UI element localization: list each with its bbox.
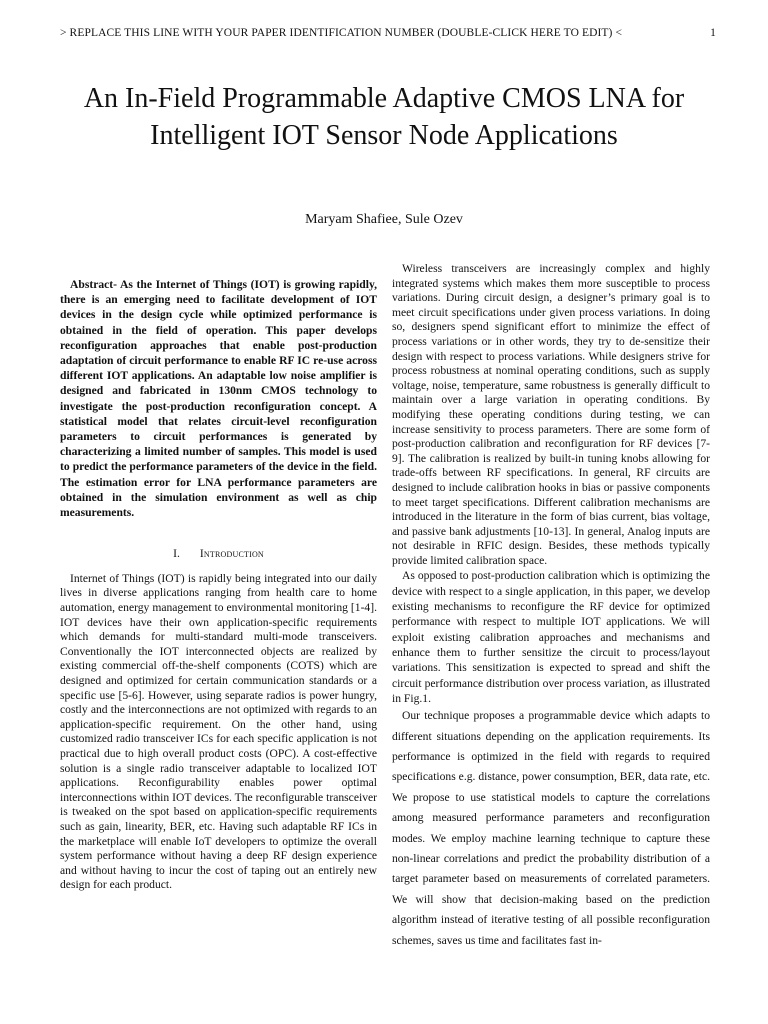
body-paragraph: Our technique proposes a programmable device which adapts to different situations depending on the application requirements. Its performance is optimized in the field with regards to required specifications e.g. distance, power consumption, BER, data rate, etc. We propose to use statistical models to capture the correlations among measured performance parameters and reconfiguration modes. We employ machine learning technique to capture these non-linear correlations and predict the probability distribution of a target parameter based on measurements of correlated parameters. We will show that decision-making based on the prediction algorithm instead of iterative testing of all possible reconfiguration schemes, saves us time and facilitates fast in- xyxy=(392,709,710,947)
section-number: I. xyxy=(173,547,180,561)
section-heading xyxy=(60,547,377,562)
running-header xyxy=(60,27,716,39)
abstract: Abstract- As the Internet of Things (IOT) is growing rapidly, there is an emerging need to facilitate development of IOT devices in the design cycle while optimized performance is obtained in the field of operation. This paper develops reconfiguration approaches that enable post-production adaptation of circuit performance to enable RF IC re-use across different IOT applications. An adaptable low noise amplifier is designed and fabricated in 130nm CMOS technology to investigate the post-production reconfiguration concept. A statistical model that relates circuit-level reconfiguration parameters to circuit performances is generated by characterizing a limited number of samples. This model is used to predict the performance parameters of the device in the field. The estimation error for LNA performance parameters are obtained in the simulation environment as well as chip measurements. xyxy=(60,278,377,520)
section-title: Introduction xyxy=(199,547,264,561)
body-paragraph: As opposed to post-production calibration which is optimizing the device with respect to a single application, in this paper, we develop existing mechanisms to reconfigure the RF device for optimized performance with respect to multiple IOT applications. We will exploit existing calibration approaches and mechanisms and enhance them to further sensitize the circuit to process/layout variations. This sensitization is expected to spread and shift the circuit performance distribution over process variation, as illustrated in Fig.1. xyxy=(392,569,710,705)
right-column xyxy=(392,262,710,951)
page-number: 1 xyxy=(710,27,716,39)
left-column xyxy=(60,277,377,893)
intro-paragraph: Internet of Things (IOT) is rapidly being integrated into our daily lives in diverse applications ranging from health care to home automation, energy management to environmental monitoring [1-4]. IOT devices have their own application-specific requirements which demands for multi-standard multi-mode transceivers. Conventionally the IOT interconnected objects are realized by existing commercial off-the-shelf components (COTS) which are designed and optimized for certain communication standards or a specific use [5-6]. However, using separate radios is power hungry, costly and the interconnections are not optimized with regards to an application-specific requirement. On the other hand, using customized radio transceiver ICs for each specific application is not practical due to high overall product costs (OPC). A cost-effective solution is a single radio transceiver adaptable to localized IOT applications. Reconfigurability enables power optimal interconnections within IOT devices. The reconfigurable transceiver is tweaked on the spot based on application-specific requirements such as gain, linearity, BER, etc. Having such adaptable RF ICs in the marketplace will enable IoT developers to optimize the overall system performance without having a deep RF design experience and without having to incur the cost of taping out an entirely new design for each product. xyxy=(60,571,377,892)
body-paragraph: Wireless transceivers are increasingly complex and highly integrated systems which makes them more susceptible to process variations. During circuit design, a designer’s primary goal is to meet circuit specifications under given process variations. In doing so, designers spend significant effort to minimize the effect of process variations or in other words, they try to de-sensitize their design with respect to process variations. While designers strive for process robustness at nominal operating conditions, such as supply voltage, noise, temperature, same robustness is generally difficult to maintain over a large variation in operating conditions. By modifying these operating conditions during testing, we can increase sensitivity to process parameters. There are some form of post-production calibration and reconfiguration for RF devices [7-9]. The calibration is realized by built-in tuning knobs allowing for trade-offs between RF specifications. In general, RF circuits are designed to include calibration hooks in bias or passive components to meet target specifications. Different calibration mechanisms are introduced in the literature in the form of bias current, bias voltage, and passive bank adjustments [10-13]. In general, Analog inputs are not desirable in RFIC design. Besides, these methods typically provide limited calibration space. xyxy=(392,262,710,567)
paper-title: An In-Field Programmable Adaptive CMOS LNA for Intelligent IOT Sensor Node Applications xyxy=(83,83,685,151)
author-list: Maryam Shafiee, Sule Ozev xyxy=(305,212,463,227)
running-head-text: > REPLACE THIS LINE WITH YOUR PAPER IDENTIFICATION NUMBER (DOUBLE-CLICK HERE TO EDIT) < xyxy=(60,27,623,39)
